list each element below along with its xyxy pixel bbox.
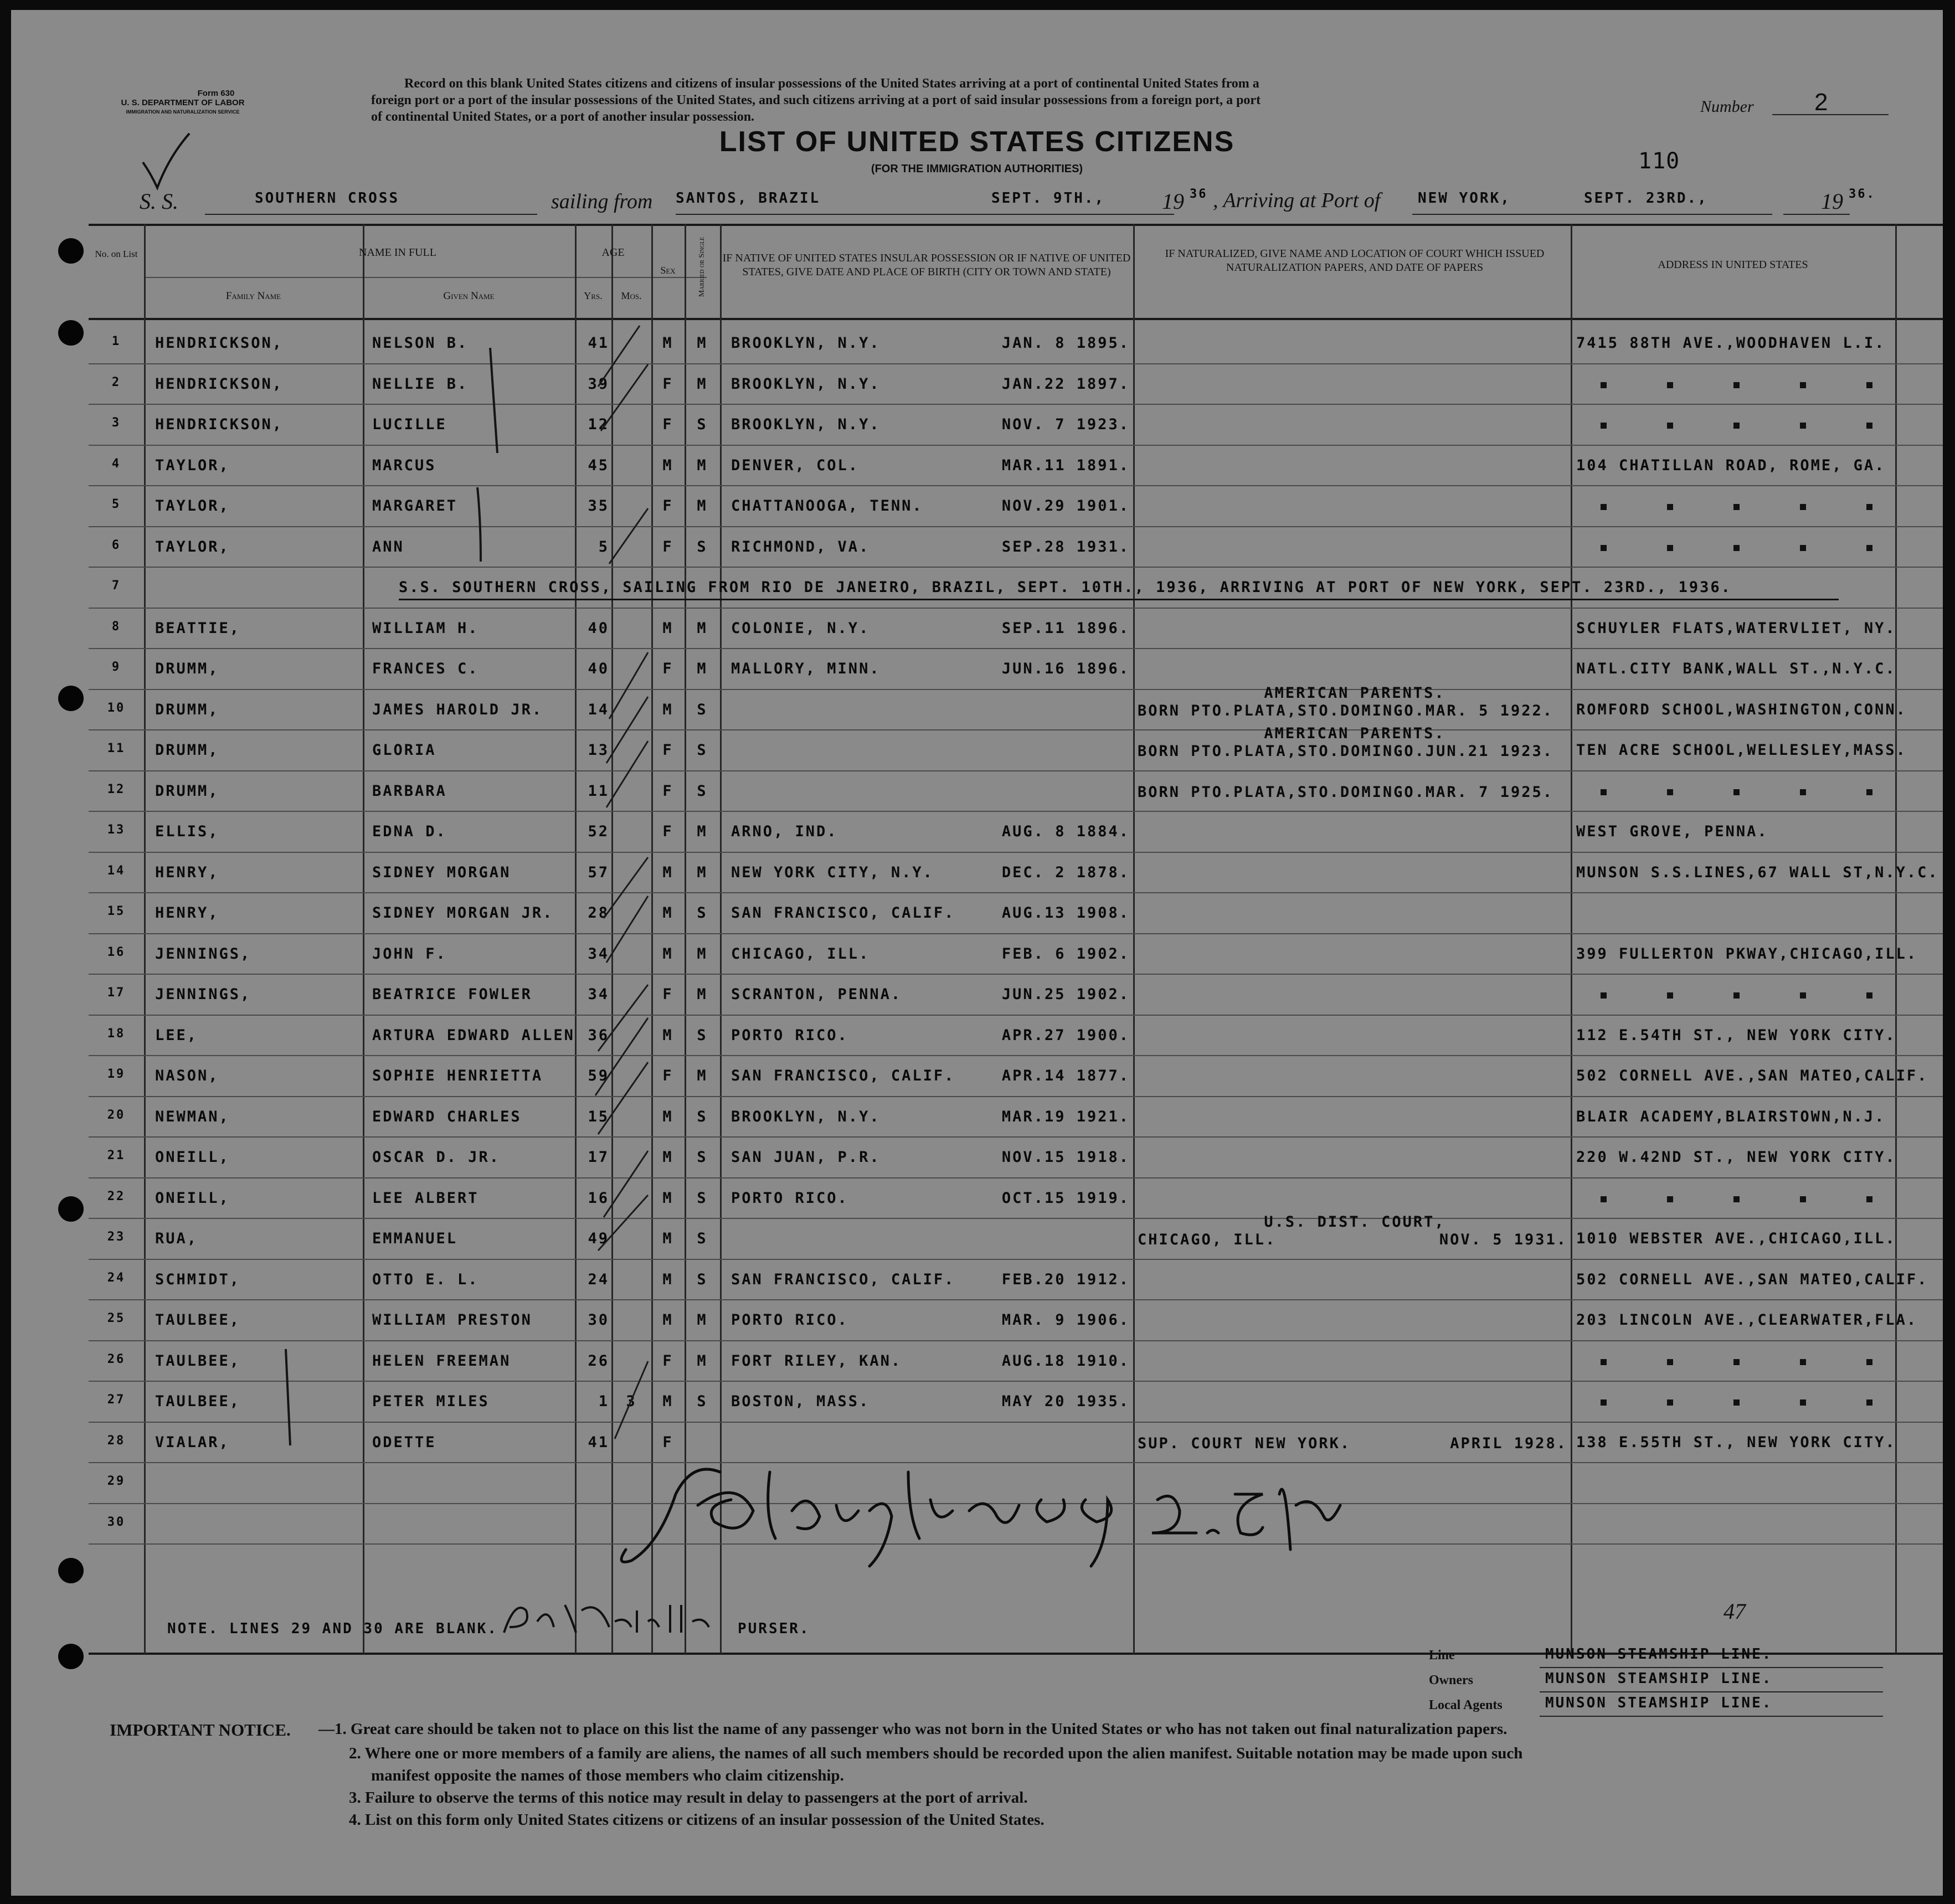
cell-family: HENRY,: [155, 863, 219, 881]
cell-family: NASON,: [155, 1067, 219, 1084]
header-age: AGE: [601, 246, 625, 259]
cell-no: 8: [111, 619, 121, 634]
cell-place: CHATTANOOGA, TENN.: [731, 497, 923, 514]
cell-sex: M: [662, 1270, 673, 1288]
cell-no: 21: [107, 1149, 126, 1162]
cell-no: 1: [111, 335, 121, 348]
cell-date: NOV.15 1918.: [1001, 1149, 1130, 1166]
cell-given: ANN: [372, 538, 404, 555]
cell-nat2: BORN PTO.PLATA,STO.DOMINGO.MAR. 5 1922.: [1138, 702, 1553, 719]
cell-family: VIALAR,: [155, 1433, 230, 1451]
cell-sex: F: [662, 416, 673, 433]
cell-sex: M: [662, 863, 673, 881]
cell-ms: S: [697, 1189, 708, 1207]
cell-date: MAR.19 1921.: [1001, 1108, 1130, 1125]
cell-yrs: 41: [588, 1433, 609, 1451]
cell-ms: M: [697, 1067, 708, 1084]
cell-given: MARGARET: [372, 497, 458, 514]
header-no-on-list: No. on List: [95, 249, 138, 259]
cell-place: BOSTON, MASS.: [731, 1393, 870, 1410]
cell-no: 23: [107, 1230, 126, 1244]
instruction-line: foreign port or a port of the insular possessions of the United States, and such citizens arriving at a port of said insular possessions from a foreign port, a port: [371, 93, 1261, 107]
cell-family: LEE,: [155, 1026, 198, 1044]
cell-ms: S: [697, 416, 708, 433]
ss-label: S. S.: [140, 189, 178, 214]
cell-yrs: 49: [588, 1230, 609, 1247]
number-label: Number: [1700, 97, 1754, 116]
cell-no: 5: [111, 497, 121, 511]
cell-addr: 502 CORNELL AVE.,SAN MATEO,CALIF.: [1576, 1270, 1928, 1288]
notice-item: 4. List on this form only United States citizens or citizens of an insular possession of the United States.: [349, 1811, 1045, 1829]
cell-yrs: 59: [588, 1067, 609, 1084]
owners-value: MUNSON STEAMSHIP LINE.: [1545, 1670, 1773, 1687]
cell-date: DEC. 2 1878.: [1001, 863, 1130, 881]
department-label: U. S. DEPARTMENT OF LABOR: [121, 98, 245, 107]
cell-addr: 203 LINCOLN AVE.,CLEARWATER,FLA.: [1576, 1311, 1918, 1329]
cell-given: NELSON B.: [372, 335, 469, 352]
cell-given: EMMANUEL: [372, 1230, 458, 1247]
ship-name: SOUTHERN CROSS: [255, 190, 400, 207]
year-prefix-1: 19: [1162, 189, 1184, 214]
cell-place: PORTO RICO.: [731, 1189, 848, 1207]
cell-date: JAN.22 1897.: [1001, 375, 1130, 393]
cell-date: MAR.11 1891.: [1001, 456, 1130, 474]
cell-nat_date: NOV. 5 1931.: [1439, 1231, 1567, 1248]
cell-sex: F: [662, 497, 673, 514]
cell-family: ONEILL,: [155, 1149, 230, 1166]
cell-no: 4: [111, 456, 121, 471]
cell-family: JENNINGS,: [155, 986, 251, 1003]
cell-sex: M: [662, 1311, 673, 1329]
arrival-year: 36.: [1849, 187, 1876, 201]
arriving-label: , Arriving at Port of: [1213, 189, 1381, 212]
cell-addr: 1010 WEBSTER AVE.,CHICAGO,ILL.: [1576, 1230, 1896, 1247]
cell-ms: S: [697, 1026, 708, 1044]
cell-given: OTTO E. L.: [372, 1270, 479, 1288]
cell-given: JOHN F.: [372, 945, 447, 963]
cell-ms: S: [697, 742, 708, 759]
cell-nat2: SUP. COURT NEW YORK.: [1138, 1434, 1351, 1452]
cell-ms: M: [697, 335, 708, 352]
cell-no: 18: [107, 1026, 126, 1041]
owners-label: Owners: [1429, 1673, 1473, 1687]
cell-sex: M: [662, 1189, 673, 1207]
cell-yrs: 45: [588, 456, 609, 474]
cell-yrs: 1: [598, 1393, 609, 1410]
cell-addr: SCHUYLER FLATS,WATERVLIET, NY.: [1576, 619, 1896, 637]
cell-no: 19: [107, 1067, 126, 1081]
cell-family: JENNINGS,: [155, 945, 251, 963]
cell-yrs: 5: [598, 538, 609, 555]
cell-given: ODETTE: [372, 1433, 436, 1451]
cell-addr: 104 CHATILLAN ROAD, ROME, GA.: [1576, 456, 1886, 474]
cell-nat: AMERICAN PARENTS.: [1264, 725, 1445, 742]
cell-family: DRUMM,: [155, 701, 219, 718]
cell-place: BROOKLYN, N.Y.: [731, 335, 881, 352]
cell-ms: M: [697, 1352, 708, 1370]
cell-no: 26: [107, 1352, 126, 1366]
header-yrs: Yrs.: [584, 290, 603, 301]
cell-date: NOV. 7 1923.: [1001, 416, 1130, 433]
header-address: ADDRESS IN UNITED STATES: [1658, 259, 1808, 271]
cell-family: DRUMM,: [155, 782, 219, 800]
cell-no: 15: [107, 904, 126, 918]
cell-yrs: 34: [588, 945, 609, 963]
cell-no: 20: [107, 1108, 126, 1122]
cell-addr: 112 E.54TH ST., NEW YORK CITY.: [1576, 1026, 1896, 1044]
cell-given: BEATRICE FOWLER: [372, 986, 532, 1003]
cell-yrs: 15: [588, 1108, 609, 1125]
cell-ms: S: [697, 1108, 708, 1125]
cell-place: SAN FRANCISCO, CALIF.: [731, 1270, 955, 1288]
cell-addr: 399 FULLERTON PKWAY,CHICAGO,ILL.: [1576, 945, 1918, 963]
cell-family: HENDRICKSON,: [155, 335, 284, 352]
cell-sex: M: [662, 1230, 673, 1247]
cell-sex: M: [662, 1149, 673, 1166]
cell-sex: M: [662, 456, 673, 474]
cell-addr: 220 W.42ND ST., NEW YORK CITY.: [1576, 1149, 1896, 1166]
header-mos: Mos.: [621, 290, 642, 301]
cell-no: 16: [107, 945, 126, 959]
cell-family: RUA,: [155, 1230, 198, 1247]
cell-place: COLONIE, N.Y.: [731, 619, 870, 637]
cell-sex: F: [662, 823, 673, 840]
cell-family: BEATTIE,: [155, 619, 241, 637]
cell-ms: M: [697, 375, 708, 393]
cell-given: SIDNEY MORGAN: [372, 863, 511, 881]
header-birth: IF NATIVE OF UNITED STATES INSULAR POSSESSION OR IF NATIVE OF UNITED STATES, GIVE DATE AND PLACE OF BIRTH (CITY OR TOWN AND STATE): [722, 252, 1131, 278]
cell-no: 11: [107, 742, 126, 755]
cell-date: SEP.28 1931.: [1001, 538, 1130, 555]
cell-sex: F: [662, 375, 673, 393]
line-value: MUNSON STEAMSHIP LINE.: [1545, 1646, 1773, 1663]
cell-date: MAR. 9 1906.: [1001, 1311, 1130, 1329]
cell-place: BROOKLYN, N.Y.: [731, 375, 881, 393]
cell-family: ONEILL,: [155, 1189, 230, 1207]
cell-ms: M: [697, 863, 708, 881]
cell-yrs: 11: [588, 782, 609, 800]
cell-addr: BLAIR ACADEMY,BLAIRSTOWN,N.J.: [1576, 1108, 1886, 1125]
cell-family: TAULBEE,: [155, 1352, 241, 1370]
cell-addr: NATL.CITY BANK,WALL ST.,N.Y.C.: [1576, 660, 1896, 677]
cell-date: APR.27 1900.: [1001, 1026, 1130, 1044]
cell-family: TAULBEE,: [155, 1393, 241, 1410]
number-value: 2: [1814, 89, 1828, 116]
cell-place: SAN FRANCISCO, CALIF.: [731, 904, 955, 922]
page-title: LIST OF UNITED STATES CITIZENS: [719, 126, 1235, 158]
cell-yrs: 35: [588, 497, 609, 514]
cell-sex: M: [662, 1026, 673, 1044]
cell-family: ELLIS,: [155, 823, 219, 840]
cell-place: SAN JUAN, P.R.: [731, 1149, 881, 1166]
arrival-date: SEPT. 23RD.,: [1584, 190, 1708, 207]
cell-sex: F: [662, 1352, 673, 1370]
cell-sex: M: [662, 904, 673, 922]
cell-yrs: 26: [588, 1352, 609, 1370]
cell-ms: M: [697, 945, 708, 963]
notice-item: 2. Where one or more members of a family are aliens, the names of all such members should be recorded upon the alien manifest. Suitable notation may be made upon such: [349, 1745, 1523, 1762]
cell-family: DRUMM,: [155, 742, 219, 759]
page-subtitle: (FOR THE IMMIGRATION AUTHORITIES): [871, 163, 1083, 175]
cell-place: RICHMOND, VA.: [731, 538, 870, 555]
header-naturalized: IF NATURALIZED, GIVE NAME AND LOCATION OF COURT WHICH ISSUED NATURALIZATION PAPERS, AND DATE OF PAPERS: [1165, 248, 1545, 274]
cell-date: JUN.25 1902.: [1001, 986, 1130, 1003]
cell-given: OSCAR D. JR.: [372, 1149, 501, 1166]
notice-item: 3. Failure to observe the terms of this notice may result in delay to passengers at the port of arrival.: [349, 1789, 1028, 1807]
cell-given: SOPHIE HENRIETTA: [372, 1067, 543, 1084]
header-family-name: Family Name: [225, 290, 281, 302]
cell-given: FRANCES C.: [372, 660, 479, 677]
manifest-sheet: [11, 10, 1943, 1896]
cell-addr: WEST GROVE, PENNA.: [1576, 823, 1768, 840]
cell-ms: S: [697, 1393, 708, 1410]
cell-ms: M: [697, 823, 708, 840]
cell-yrs: 39: [588, 375, 609, 393]
footer-note: NOTE. LINES 29 AND 30 ARE BLANK.: [167, 1620, 498, 1637]
cell-family: HENDRICKSON,: [155, 375, 284, 393]
cell-given: PETER MILES: [372, 1393, 490, 1410]
cell-yrs: 52: [588, 823, 609, 840]
cell-yrs: 41: [588, 335, 609, 352]
cell-no: 6: [111, 538, 121, 552]
cell-sex: M: [662, 1393, 673, 1410]
cell-ms: M: [697, 497, 708, 514]
cell-date: JAN. 8 1895.: [1001, 335, 1130, 352]
cell-sex: F: [662, 1067, 673, 1084]
agents-value: MUNSON STEAMSHIP LINE.: [1545, 1695, 1773, 1711]
cell-mos: 3: [626, 1393, 637, 1410]
cell-family: TAYLOR,: [155, 538, 230, 555]
cell-place: SAN FRANCISCO, CALIF.: [731, 1067, 955, 1084]
header-sex: Sex: [660, 265, 676, 276]
cell-addr: TEN ACRE SCHOOL,WELLESLEY,MASS.: [1576, 742, 1907, 759]
page-ref-number: 110: [1638, 148, 1680, 174]
header-name-in-full: NAME IN FULL: [359, 246, 436, 259]
cell-given: EDNA D.: [372, 823, 447, 840]
cell-place: PORTO RICO.: [731, 1026, 848, 1044]
cell-date: APR.14 1877.: [1001, 1067, 1130, 1084]
purser-signature: [493, 1594, 731, 1644]
instruction-line: Record on this blank United States citizens and citizens of insular possessions of the United States arriving at a port of continental United States from a: [404, 76, 1259, 91]
cell-place: SCRANTON, PENNA.: [731, 986, 902, 1003]
cell-family: HENDRICKSON,: [155, 416, 284, 433]
notice-heading: IMPORTANT NOTICE.: [110, 1720, 291, 1740]
service-label: IMMIGRATION AND NATURALIZATION SERVICE: [126, 109, 240, 115]
cell-sex: F: [662, 782, 673, 800]
purser-label: PURSER.: [738, 1620, 810, 1637]
line-label: Line: [1429, 1648, 1455, 1663]
cell-no: 9: [111, 660, 121, 674]
cell-nat2: BORN PTO.PLATA,STO.DOMINGO.JUN.21 1923.: [1138, 743, 1553, 760]
cell-date: SEP.11 1896.: [1001, 619, 1130, 637]
cell-sex: M: [662, 945, 673, 963]
cell-place: MALLORY, MINN.: [731, 660, 881, 677]
cell-addr: 502 CORNELL AVE.,SAN MATEO,CALIF.: [1576, 1067, 1928, 1084]
cell-place: DENVER, COL.: [731, 456, 860, 474]
cell-addr: ROMFORD SCHOOL,WASHINGTON,CONN.: [1576, 701, 1907, 718]
cell-yrs: 30: [588, 1311, 609, 1329]
cell-date: AUG.13 1908.: [1001, 904, 1130, 922]
voyage-banner: S.S. SOUTHERN CROSS, SAILING FROM RIO DE JANEIRO, BRAZIL, SEPT. 10TH., 1936, ARRIVING AT PORT OF NEW YORK, SEPT. 23RD., 1936.: [399, 579, 1732, 596]
cell-yrs: 28: [588, 904, 609, 922]
cell-family: DRUMM,: [155, 660, 219, 677]
cell-given: BARBARA: [372, 782, 447, 800]
cell-yrs: 57: [588, 863, 609, 881]
cell-no: 29: [107, 1474, 126, 1488]
cell-addr: 138 E.55TH ST., NEW YORK CITY.: [1576, 1433, 1896, 1451]
cell-no: 30: [107, 1515, 126, 1529]
year-prefix-2: 19: [1821, 189, 1843, 214]
cell-no: 3: [111, 416, 121, 430]
cell-place: ARNO, IND.: [731, 823, 838, 840]
cell-family: TAULBEE,: [155, 1311, 241, 1329]
cell-nat_date: APRIL 1928.: [1450, 1434, 1567, 1452]
cell-nat2: CHICAGO, ILL.: [1138, 1231, 1277, 1248]
cell-date: AUG.18 1910.: [1001, 1352, 1130, 1370]
cell-given: NELLIE B.: [372, 375, 469, 393]
cell-given: LEE ALBERT: [372, 1189, 479, 1207]
inspector-signature: [609, 1439, 1351, 1588]
cell-yrs: 40: [588, 619, 609, 637]
cell-family: SCHMIDT,: [155, 1270, 241, 1288]
cell-given: ARTURA EDWARD ALLEN: [372, 1026, 575, 1044]
cell-ms: M: [697, 456, 708, 474]
cell-place: CHICAGO, ILL.: [731, 945, 870, 963]
cell-place: PORTO RICO.: [731, 1311, 848, 1329]
cell-sex: M: [662, 1108, 673, 1125]
departure-port: SANTOS, BRAZIL: [676, 190, 821, 207]
cell-place: BROOKLYN, N.Y.: [731, 416, 881, 433]
passenger-count: 47: [1724, 1599, 1746, 1624]
cell-given: EDWARD CHARLES: [372, 1108, 522, 1125]
cell-given: JAMES HAROLD JR.: [372, 701, 543, 718]
header-given-name: Given Name: [443, 290, 495, 302]
departure-date: SEPT. 9TH.,: [991, 190, 1105, 207]
cell-ms: M: [697, 660, 708, 677]
cell-date: JUN.16 1896.: [1001, 660, 1130, 677]
cell-no: 27: [107, 1393, 126, 1407]
cell-ms: M: [697, 986, 708, 1003]
cell-no: 2: [111, 375, 121, 389]
cell-given: WILLIAM H.: [372, 619, 479, 637]
cell-date: FEB. 6 1902.: [1001, 945, 1130, 963]
cell-family: TAYLOR,: [155, 497, 230, 514]
sailing-from-label: sailing from: [551, 190, 653, 213]
cell-sex: M: [662, 619, 673, 637]
cell-sex: F: [662, 986, 673, 1003]
cell-ms: S: [697, 1270, 708, 1288]
cell-no: 7: [111, 579, 121, 593]
cell-ms: S: [697, 538, 708, 555]
cell-yrs: 16: [588, 1189, 609, 1207]
cell-given: MARCUS: [372, 456, 436, 474]
header-married-or-single: Married or Single: [698, 236, 706, 297]
cell-yrs: 12: [588, 416, 609, 433]
cell-yrs: 34: [588, 986, 609, 1003]
cell-sex: F: [662, 1433, 673, 1451]
cell-addr: 7415 88TH AVE.,WOODHAVEN L.I.: [1576, 335, 1886, 352]
cell-sex: F: [662, 660, 673, 677]
cell-no: 25: [107, 1311, 126, 1325]
cell-no: 12: [107, 782, 126, 796]
cell-yrs: 13: [588, 742, 609, 759]
cell-yrs: 17: [588, 1149, 609, 1166]
cell-given: SIDNEY MORGAN JR.: [372, 904, 554, 922]
cell-ms: S: [697, 1149, 708, 1166]
handwritten-marks: [11, 10, 1943, 1896]
cell-ms: S: [697, 1230, 708, 1247]
cell-no: 13: [107, 823, 126, 837]
cell-ms: S: [697, 904, 708, 922]
cell-family: TAYLOR,: [155, 456, 230, 474]
cell-given: HELEN FREEMAN: [372, 1352, 511, 1370]
cell-date: AUG. 8 1884.: [1001, 823, 1130, 840]
cell-ms: S: [697, 701, 708, 718]
cell-ms: S: [697, 782, 708, 800]
departure-year: 36: [1190, 187, 1208, 201]
cell-given: GLORIA: [372, 742, 436, 759]
notice-item: manifest opposite the names of those members who claim citizenship.: [371, 1767, 844, 1784]
cell-place: FORT RILEY, KAN.: [731, 1352, 902, 1370]
cell-ms: M: [697, 619, 708, 637]
form-number: Form 630: [197, 89, 235, 98]
cell-date: FEB.20 1912.: [1001, 1270, 1130, 1288]
cell-yrs: 36: [588, 1026, 609, 1044]
cell-family: HENRY,: [155, 904, 219, 922]
cell-date: NOV.29 1901.: [1001, 497, 1130, 514]
cell-yrs: 40: [588, 660, 609, 677]
cell-given: WILLIAM PRESTON: [372, 1311, 532, 1329]
cell-sex: M: [662, 335, 673, 352]
cell-place: NEW YORK CITY, N.Y.: [731, 863, 934, 881]
notice-item: —1. Great care should be taken not to place on this list the name of any passenger who was not born in the United States or who has not taken out final naturalization papers.: [318, 1720, 1508, 1738]
cell-ms: M: [697, 1311, 708, 1329]
cell-no: 17: [107, 986, 126, 1000]
cell-nat2: BORN PTO.PLATA,STO.DOMINGO.MAR. 7 1925.: [1138, 783, 1553, 801]
cell-date: MAY 20 1935.: [1001, 1393, 1130, 1410]
cell-no: 10: [107, 701, 126, 715]
cell-no: 24: [107, 1270, 126, 1285]
instruction-line: of continental United States, or a port of another insular possession.: [371, 110, 755, 124]
cell-no: 22: [107, 1189, 126, 1203]
cell-yrs: 14: [588, 701, 609, 718]
cell-no: 14: [107, 863, 126, 878]
cell-sex: F: [662, 742, 673, 759]
cell-sex: F: [662, 538, 673, 555]
cell-nat: U.S. DIST. COURT,: [1264, 1213, 1445, 1231]
cell-date: OCT.15 1919.: [1001, 1189, 1130, 1207]
cell-sex: M: [662, 701, 673, 718]
cell-place: BROOKLYN, N.Y.: [731, 1108, 881, 1125]
cell-nat: AMERICAN PARENTS.: [1264, 684, 1445, 702]
cell-addr: MUNSON S.S.LINES,67 WALL ST,N.Y.C.: [1576, 863, 1939, 881]
cell-family: NEWMAN,: [155, 1108, 230, 1125]
agents-label: Local Agents: [1429, 1698, 1503, 1712]
arrival-port: NEW YORK,: [1418, 190, 1511, 207]
cell-given: LUCILLE: [372, 416, 447, 433]
cell-yrs: 24: [588, 1270, 609, 1288]
cell-no: 28: [107, 1433, 126, 1448]
